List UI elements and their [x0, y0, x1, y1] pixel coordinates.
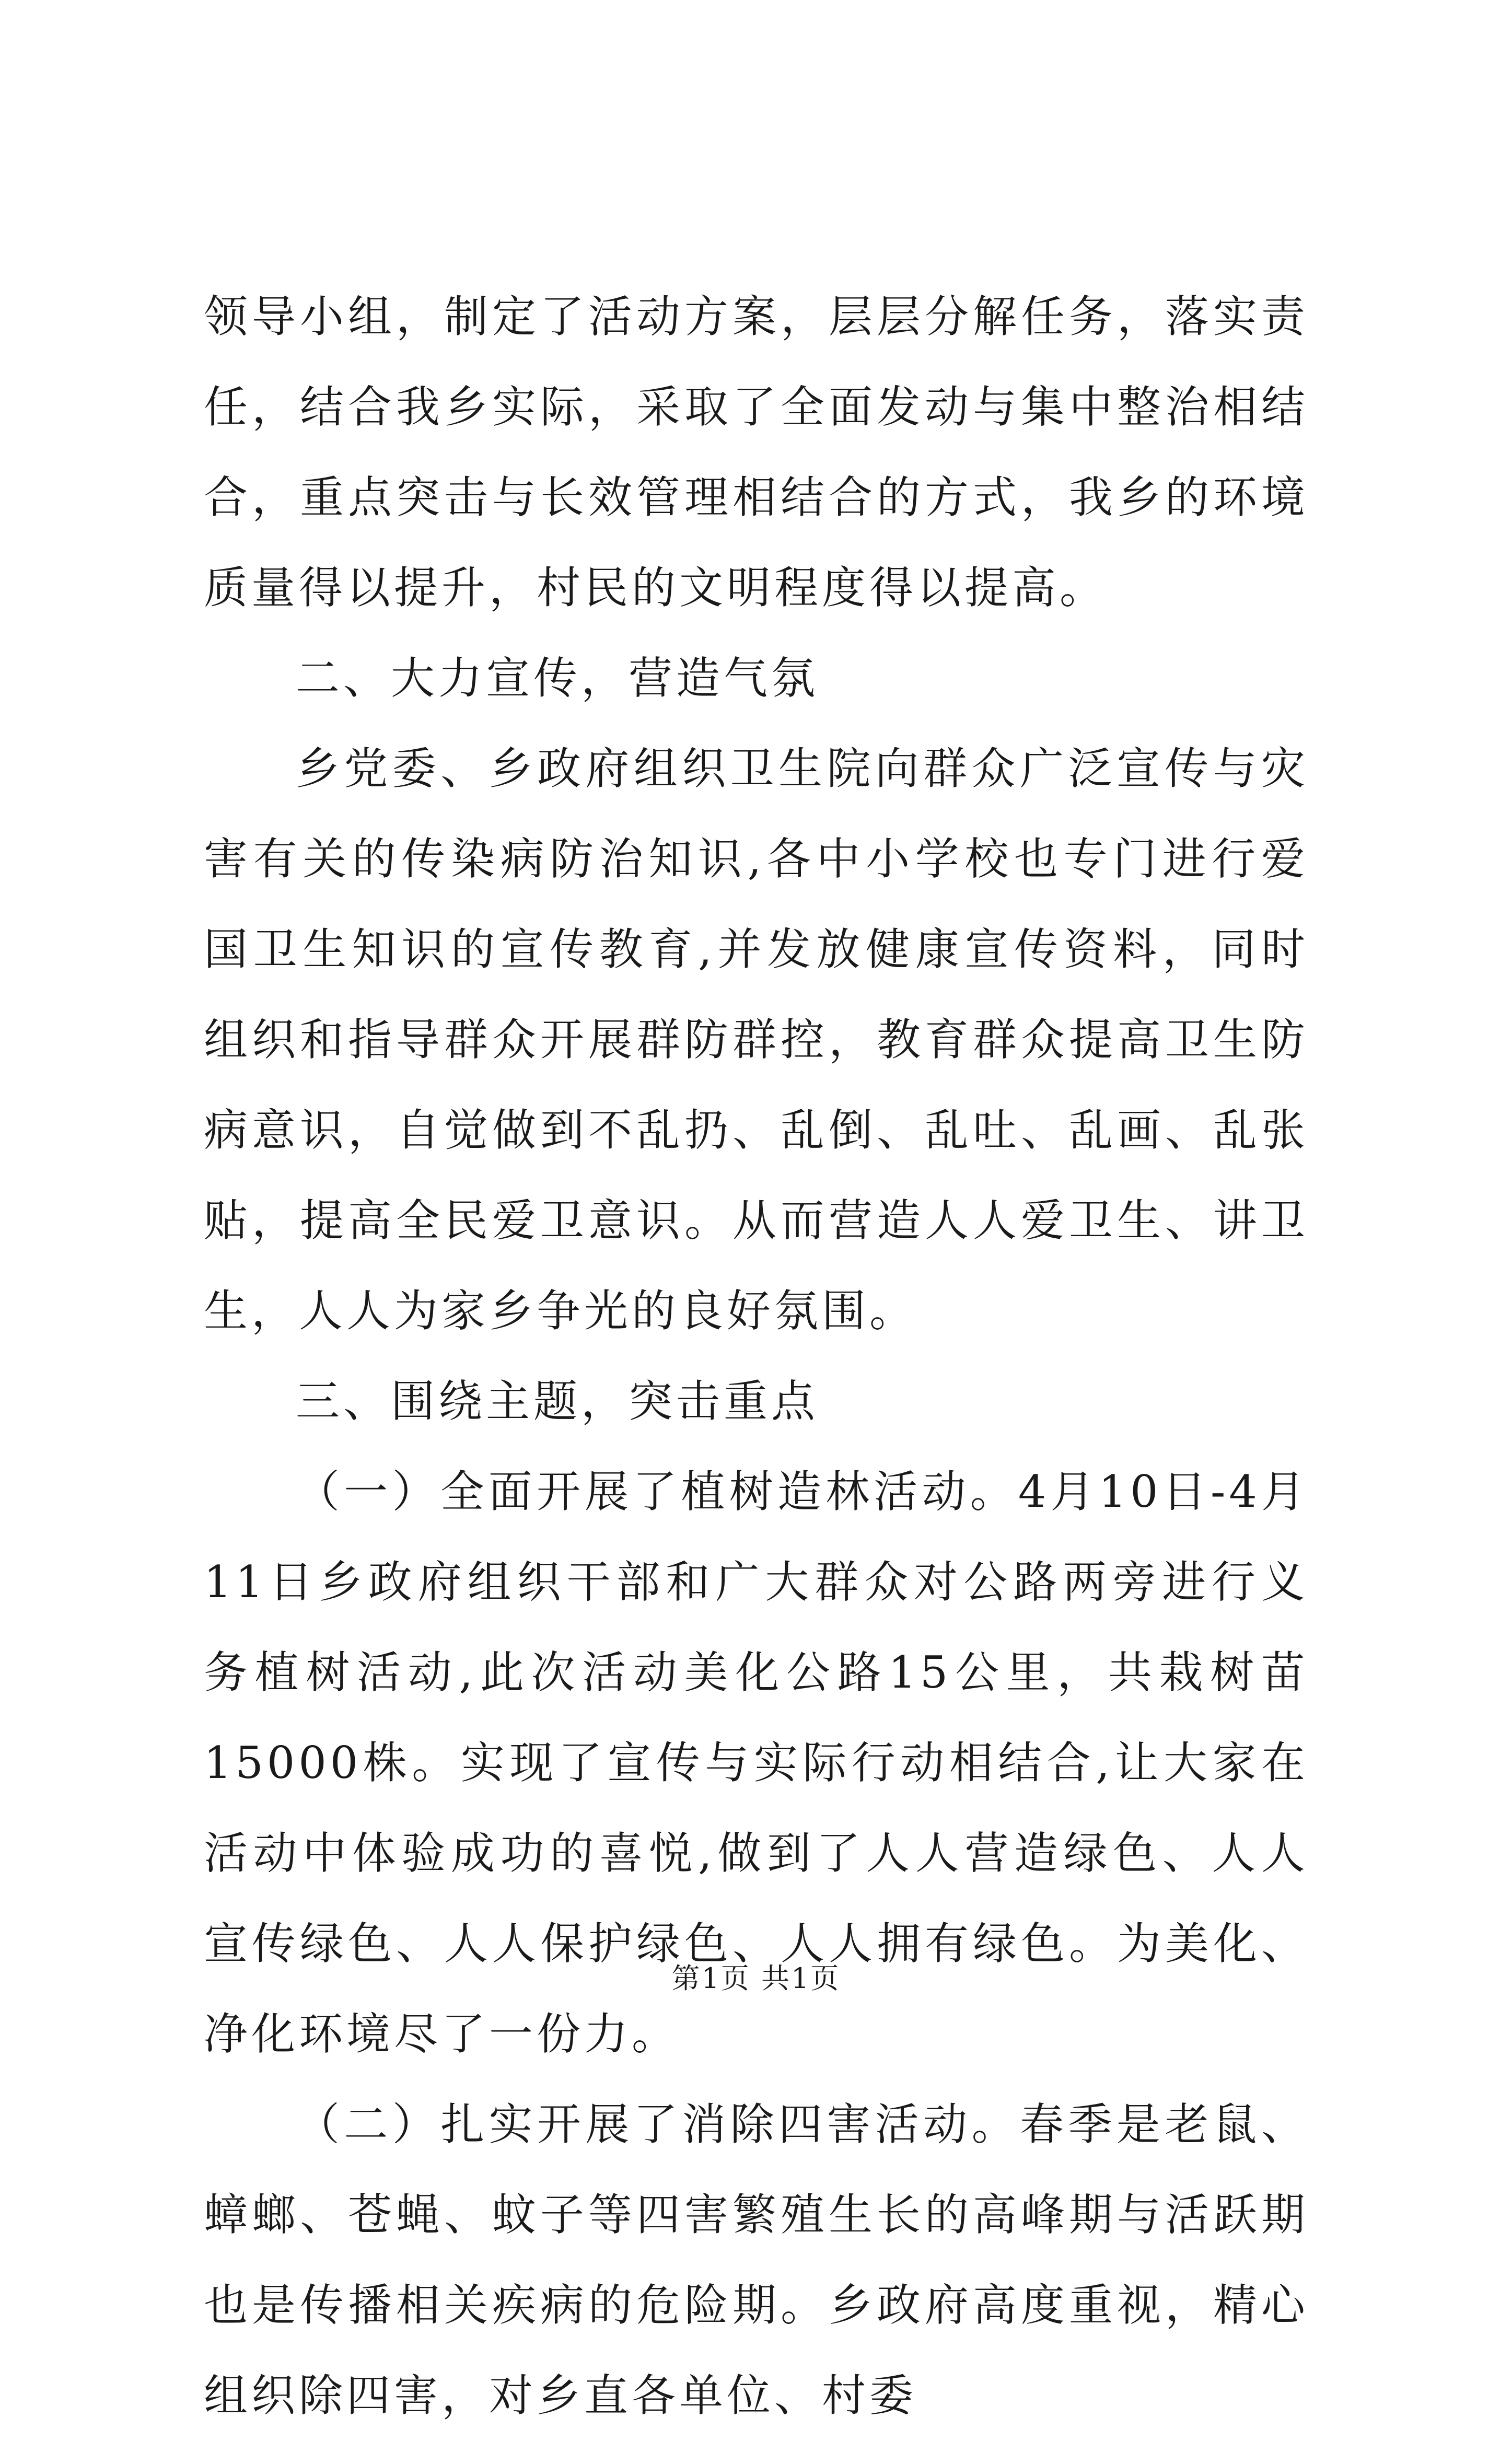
paragraph-tree-planting: （一）全面开展了植树造林活动。4月10日-4月11日乡政府组织干部和广大群众对公路两旁进行义务植树活动,此次活动美化公路15公里，共栽树苗15000株。实现了宣传与实际行动相结合,让大家在活动中体验成功的喜悦,做到了人人营造绿色、人人宣传绿色、人人保护绿色、人人拥有绿色。为美化、净化环境尽了一份力。 [204, 1466, 1309, 2060]
document-body [204, 272, 1309, 2441]
paragraph-continuation: 领导小组，制定了活动方案，层层分解任务，落实责任，结合我乡实际，采取了全面发动与集中整治相结合，重点突击与长效管理相结合的方式，我乡的环境质量得以提升，村民的文明程度得以提高。 [204, 291, 1309, 613]
paragraph-publicity: 乡党委、乡政府组织卫生院向群众广泛宣传与灾害有关的传染病防治知识,各中小学校也专门进行爱国卫生知识的宣传教育,并发放健康宣传资料，同时组织和指导群众开展群防群控，教育群众提高卫生防病意识，自觉做到不乱扔、乱倒、乱吐、乱画、乱张贴，提高全民爱卫意识。从而营造人人爱卫生、讲卫生，人人为家乡争光的良好氛围。 [204, 743, 1309, 1336]
page-footer: 第1页 共1页 [671, 1962, 841, 1995]
paragraph-four-pests: （二）扎实开展了消除四害活动。春季是老鼠、蟑螂、苍蝇、蚊子等四害繁殖生长的高峰期与活跃期也是传播相关疾病的危险期。乡政府高度重视，精心组织除四害，对乡直各单位、村委 [204, 2099, 1309, 2421]
section-heading-three: 三、围绕主题，突击重点 [296, 1376, 819, 1427]
section-heading-two: 二、大力宣传，营造气氛 [296, 653, 819, 704]
